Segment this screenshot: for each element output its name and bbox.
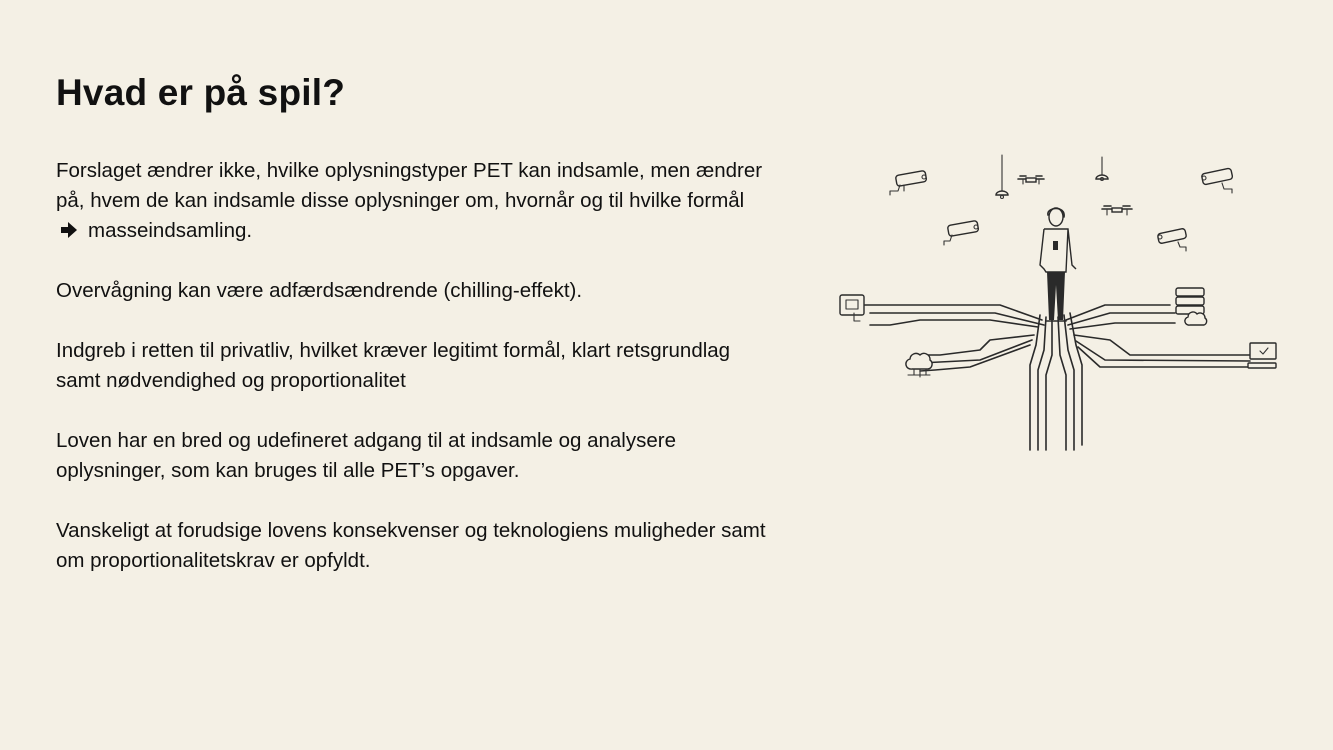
drone-icon (1018, 176, 1044, 184)
paragraph-1 (56, 156, 776, 246)
dome-camera-icon (996, 155, 1008, 199)
body-text (56, 156, 776, 606)
paragraph-5: Vanskeligt at forudsige lovens konsekvenser og teknologiens muligheder samt om proportionalitetskrav er opfyldt. (56, 519, 766, 572)
dome-camera-icon (1096, 157, 1108, 181)
paragraph-2: Overvågning kan være adfærdsændrende (chilling-effekt). (56, 279, 583, 302)
server-cloud-icon (1176, 288, 1207, 325)
page-title: Hvad er på spil? (56, 72, 346, 113)
paragraph-1-text: Forslaget ændrer ikke, hvilke oplysningstyper PET kan indsamle, men ændrer på, hvem de kan indsamle disse oplysninger om, hvornår og til hvilke formål (56, 159, 763, 212)
right-arrow-icon (60, 221, 78, 239)
drone-icon (1102, 206, 1132, 215)
cctv-camera-icon (1201, 168, 1233, 193)
desktop-computer-icon (1248, 343, 1276, 368)
circuit-lines (865, 305, 1250, 450)
tablet-icon (840, 295, 864, 321)
cctv-camera-icon (890, 170, 927, 195)
cctv-camera-icon (944, 220, 979, 245)
paragraph-1-conclusion: masseindsamling. (88, 219, 253, 242)
cloud-network-icon (906, 353, 932, 377)
paragraph-3: Indgreb i retten til privatliv, hvilket kræver legitimt formål, klart retsgrundlag samt nødvendighed og proportionalitet (56, 339, 731, 392)
cctv-camera-icon (1157, 228, 1186, 251)
person-with-phone-icon (1040, 208, 1076, 321)
surveillance-illustration (830, 145, 1290, 460)
paragraph-4: Loven har en bred og udefineret adgang til at indsamle og analysere oplysninger, som kan bruges til alle PET’s opgaver. (56, 429, 676, 482)
